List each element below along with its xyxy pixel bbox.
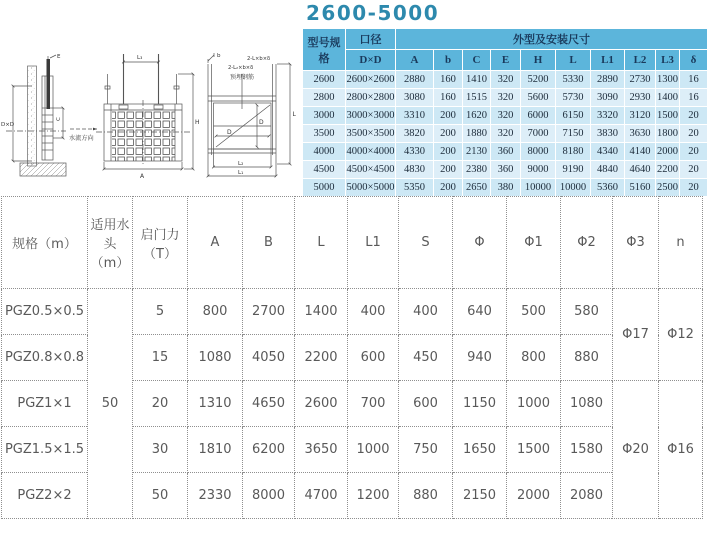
spec-cell: 2200 bbox=[656, 161, 680, 179]
spec-row bbox=[303, 71, 707, 89]
spec-cell: 5600 bbox=[521, 89, 556, 107]
gate-spec-cell: PGZ0.5×0.5 bbox=[2, 289, 88, 335]
angle-steel-label-2: 2-L₂×b×δ bbox=[228, 65, 254, 71]
spec-cell: 2130 bbox=[463, 143, 491, 161]
spec-cell: 1500 bbox=[656, 107, 680, 125]
spec-cell: 3090 bbox=[591, 89, 625, 107]
spec-col-header: E bbox=[491, 50, 521, 71]
spec-cell: 200 bbox=[434, 179, 463, 197]
spec-cell: 2800 bbox=[303, 89, 346, 107]
spec-cell: 4140 bbox=[625, 143, 656, 161]
detail-col-header: 规格（m） bbox=[2, 197, 88, 289]
spec-cell: 16 bbox=[680, 89, 707, 107]
spec-cell: 5000×5000 bbox=[346, 179, 396, 197]
spec-cell: 2380 bbox=[463, 161, 491, 179]
spec-cell: 3120 bbox=[625, 107, 656, 125]
detail-cell: 880 bbox=[561, 335, 613, 381]
spec-cell: 3080 bbox=[396, 89, 434, 107]
dim-label-a: A bbox=[140, 173, 145, 180]
flow-direction-label: 水流方向 bbox=[69, 135, 94, 142]
spec-cell: 320 bbox=[491, 107, 521, 125]
spec-cell: 1300 bbox=[656, 71, 680, 89]
dim-label-l1: L₁ bbox=[238, 170, 244, 176]
detail-cell: 1500 bbox=[507, 427, 561, 473]
spec-cell: 3500×3500 bbox=[346, 125, 396, 143]
spec-cell: 8000 bbox=[521, 143, 556, 161]
spec-row bbox=[303, 143, 707, 161]
n-cell: Φ12 bbox=[659, 289, 703, 381]
n-cell: Φ16 bbox=[659, 381, 703, 519]
spec-cell: 160 bbox=[434, 71, 463, 89]
spec-cell: 5000 bbox=[303, 179, 346, 197]
detail-cell: 1400 bbox=[295, 289, 348, 335]
detail-col-header: Φ2 bbox=[561, 197, 613, 289]
spec-cell: 4830 bbox=[396, 161, 434, 179]
detail-table bbox=[1, 196, 703, 519]
spec-cell: 2880 bbox=[396, 71, 434, 89]
detail-cell: 2330 bbox=[188, 473, 243, 519]
detail-cell: 20 bbox=[133, 381, 188, 427]
spec-cell: 3000×3000 bbox=[346, 107, 396, 125]
spec-cell: 5360 bbox=[591, 179, 625, 197]
spec-cell: 1880 bbox=[463, 125, 491, 143]
spec-cell: 2000 bbox=[656, 143, 680, 161]
spec-col-header: L2 bbox=[625, 50, 656, 71]
dim-label-d-horiz: D bbox=[227, 129, 232, 136]
spec-cell: 6000 bbox=[521, 107, 556, 125]
spec-cell: 200 bbox=[434, 143, 463, 161]
spec-cell: 7150 bbox=[556, 125, 591, 143]
detail-cell: 880 bbox=[399, 473, 453, 519]
spec-col-header: C bbox=[463, 50, 491, 71]
detail-col-header: A bbox=[188, 197, 243, 289]
detail-col-header: L1 bbox=[348, 197, 399, 289]
dim-label-b: b bbox=[217, 53, 221, 59]
detail-col-header: n bbox=[659, 197, 703, 289]
spec-cell: 2890 bbox=[591, 71, 625, 89]
detail-cell: 2600 bbox=[295, 381, 348, 427]
detail-cell: 450 bbox=[399, 335, 453, 381]
detail-cell: 1150 bbox=[453, 381, 507, 427]
spec-table bbox=[302, 28, 707, 197]
spec-cell: 5730 bbox=[556, 89, 591, 107]
dim-label-c: C bbox=[56, 117, 62, 121]
detail-cell: 800 bbox=[188, 289, 243, 335]
detail-cell: 2080 bbox=[561, 473, 613, 519]
spec-cell: 3830 bbox=[591, 125, 625, 143]
page-title: 2600-5000 bbox=[306, 1, 440, 25]
spec-row bbox=[303, 161, 707, 179]
detail-cell: 50 bbox=[133, 473, 188, 519]
spec-cell: 2800×2800 bbox=[346, 89, 396, 107]
spec-cell: 1400 bbox=[656, 89, 680, 107]
detail-cell: 15 bbox=[133, 335, 188, 381]
spec-col-header: D×D bbox=[346, 50, 396, 71]
spec-cell: 3000 bbox=[303, 107, 346, 125]
spec-cell: 3630 bbox=[625, 125, 656, 143]
detail-cell: 750 bbox=[399, 427, 453, 473]
spec-cell: 160 bbox=[434, 89, 463, 107]
spec-cell: 20 bbox=[680, 125, 707, 143]
spec-cell: 8180 bbox=[556, 143, 591, 161]
detail-col-header: 适用水头（m） bbox=[88, 197, 133, 289]
detail-cell: 2000 bbox=[507, 473, 561, 519]
spec-row bbox=[303, 179, 707, 197]
spec-col-header: L1 bbox=[591, 50, 625, 71]
detail-cell: 400 bbox=[399, 289, 453, 335]
detail-cell: 5 bbox=[133, 289, 188, 335]
detail-cell: 1810 bbox=[188, 427, 243, 473]
detail-cell: 600 bbox=[348, 335, 399, 381]
spec-cell: 4500 bbox=[303, 161, 346, 179]
detail-cell: 3650 bbox=[295, 427, 348, 473]
detail-cell: 580 bbox=[561, 289, 613, 335]
detail-cell: 1080 bbox=[188, 335, 243, 381]
spec-header-caliber: 口径 bbox=[346, 29, 396, 50]
detail-cell: 700 bbox=[348, 381, 399, 427]
detail-col-header: Φ bbox=[453, 197, 507, 289]
spec-cell: 200 bbox=[434, 161, 463, 179]
detail-cell: 8000 bbox=[243, 473, 295, 519]
spec-cell: 20 bbox=[680, 161, 707, 179]
phi3-cell: Φ20 bbox=[613, 381, 659, 519]
spec-cell: 4330 bbox=[396, 143, 434, 161]
gate-spec-cell: PGZ1.5×1.5 bbox=[2, 427, 88, 473]
detail-cell: 6200 bbox=[243, 427, 295, 473]
spec-cell: 5350 bbox=[396, 179, 434, 197]
detail-cell: 2150 bbox=[453, 473, 507, 519]
water-head-cell: 50 bbox=[88, 289, 133, 519]
detail-cell: 4700 bbox=[295, 473, 348, 519]
spec-cell: 200 bbox=[434, 107, 463, 125]
spec-col-header: H bbox=[521, 50, 556, 71]
spec-cell: 10000 bbox=[556, 179, 591, 197]
spec-cell: 3320 bbox=[591, 107, 625, 125]
spec-cell: 360 bbox=[491, 143, 521, 161]
detail-cell: 940 bbox=[453, 335, 507, 381]
spec-cell: 380 bbox=[491, 179, 521, 197]
spec-cell: 9190 bbox=[556, 161, 591, 179]
detail-header-row bbox=[2, 197, 703, 289]
spec-cell: 7000 bbox=[521, 125, 556, 143]
spec-cell: 200 bbox=[434, 125, 463, 143]
spec-cell: 1410 bbox=[463, 71, 491, 89]
detail-cell: 1200 bbox=[348, 473, 399, 519]
detail-col-header: Φ1 bbox=[507, 197, 561, 289]
angle-steel-label-1: 2-L×b×δ bbox=[247, 56, 271, 62]
spec-cell: 10000 bbox=[521, 179, 556, 197]
dim-label-l3: L₃ bbox=[137, 55, 143, 61]
detail-cell: 1000 bbox=[507, 381, 561, 427]
dim-label-dxd: D×D bbox=[1, 122, 15, 128]
detail-col-header: L bbox=[295, 197, 348, 289]
spec-cell: 16 bbox=[680, 71, 707, 89]
spec-cell: 2930 bbox=[625, 89, 656, 107]
detail-cell: 600 bbox=[399, 381, 453, 427]
spec-cell: 360 bbox=[491, 161, 521, 179]
detail-cell: 640 bbox=[453, 289, 507, 335]
spec-col-header: L bbox=[556, 50, 591, 71]
spec-col-header: A bbox=[396, 50, 434, 71]
spec-cell: 2500 bbox=[656, 179, 680, 197]
spec-cell: 20 bbox=[680, 143, 707, 161]
spec-cell: 3500 bbox=[303, 125, 346, 143]
spec-cell: 2600 bbox=[303, 71, 346, 89]
spec-cell: 2730 bbox=[625, 71, 656, 89]
gate-spec-cell: PGZ1×1 bbox=[2, 381, 88, 427]
spec-row bbox=[303, 107, 707, 125]
spec-cell: 5200 bbox=[521, 71, 556, 89]
spec-cell: 1620 bbox=[463, 107, 491, 125]
spec-cell: 2600×2600 bbox=[346, 71, 396, 89]
detail-cell: 1580 bbox=[561, 427, 613, 473]
dim-label-l: L bbox=[292, 111, 296, 118]
detail-cell: 1000 bbox=[348, 427, 399, 473]
spec-cell: 6150 bbox=[556, 107, 591, 125]
detail-cell: 2700 bbox=[243, 289, 295, 335]
detail-cell: 1080 bbox=[561, 381, 613, 427]
spec-cell: 4000×4000 bbox=[346, 143, 396, 161]
detail-col-header: B bbox=[243, 197, 295, 289]
spec-cell: 3310 bbox=[396, 107, 434, 125]
spec-cell: 20 bbox=[680, 107, 707, 125]
detail-cell: 500 bbox=[507, 289, 561, 335]
spec-header-dimensions-group: 外型及安装尺寸 bbox=[396, 29, 707, 50]
spec-cell: 1800 bbox=[656, 125, 680, 143]
detail-cell: 4650 bbox=[243, 381, 295, 427]
spec-cell: 20 bbox=[680, 179, 707, 197]
spec-cell: 5160 bbox=[625, 179, 656, 197]
spec-cell: 1515 bbox=[463, 89, 491, 107]
spec-row bbox=[303, 89, 707, 107]
spec-cell: 4840 bbox=[591, 161, 625, 179]
spec-cell: 4340 bbox=[591, 143, 625, 161]
gate-technical-drawing bbox=[0, 12, 300, 192]
detail-col-header: 启门力（T） bbox=[133, 197, 188, 289]
spec-cell: 2650 bbox=[463, 179, 491, 197]
spec-cell: 3820 bbox=[396, 125, 434, 143]
detail-col-header: S bbox=[399, 197, 453, 289]
spec-col-header: L3 bbox=[656, 50, 680, 71]
dim-label-d-vert: D bbox=[259, 119, 264, 126]
detail-cell: 30 bbox=[133, 427, 188, 473]
spec-cell: 4000 bbox=[303, 143, 346, 161]
spec-row bbox=[303, 125, 707, 143]
detail-cell: 800 bbox=[507, 335, 561, 381]
spec-cell: 5330 bbox=[556, 71, 591, 89]
spec-cell: 320 bbox=[491, 89, 521, 107]
spec-col-header: b bbox=[434, 50, 463, 71]
spec-cell: 9000 bbox=[521, 161, 556, 179]
dim-label-h: H bbox=[195, 119, 200, 126]
spec-cell: 320 bbox=[491, 71, 521, 89]
spec-header-row-1 bbox=[303, 29, 707, 50]
phi3-cell: Φ17 bbox=[613, 289, 659, 381]
gate-spec-cell: PGZ2×2 bbox=[2, 473, 88, 519]
dim-label-e: E bbox=[57, 54, 61, 60]
spec-cell: 320 bbox=[491, 125, 521, 143]
detail-row bbox=[2, 289, 703, 335]
detail-cell: 4050 bbox=[243, 335, 295, 381]
detail-cell: 2200 bbox=[295, 335, 348, 381]
spec-header-model: 型号规格 bbox=[303, 29, 346, 71]
spec-cell: 4500×4500 bbox=[346, 161, 396, 179]
embedded-rebar-label: 预埋钢筋 bbox=[230, 74, 255, 81]
dim-label-l2: L₂ bbox=[238, 161, 244, 167]
spec-col-header: δ bbox=[680, 50, 707, 71]
detail-cell: 1310 bbox=[188, 381, 243, 427]
detail-col-header: Φ3 bbox=[613, 197, 659, 289]
detail-cell: 400 bbox=[348, 289, 399, 335]
spec-header-row-2 bbox=[303, 50, 707, 71]
spec-cell: 4640 bbox=[625, 161, 656, 179]
gate-spec-cell: PGZ0.8×0.8 bbox=[2, 335, 88, 381]
detail-cell: 1650 bbox=[453, 427, 507, 473]
